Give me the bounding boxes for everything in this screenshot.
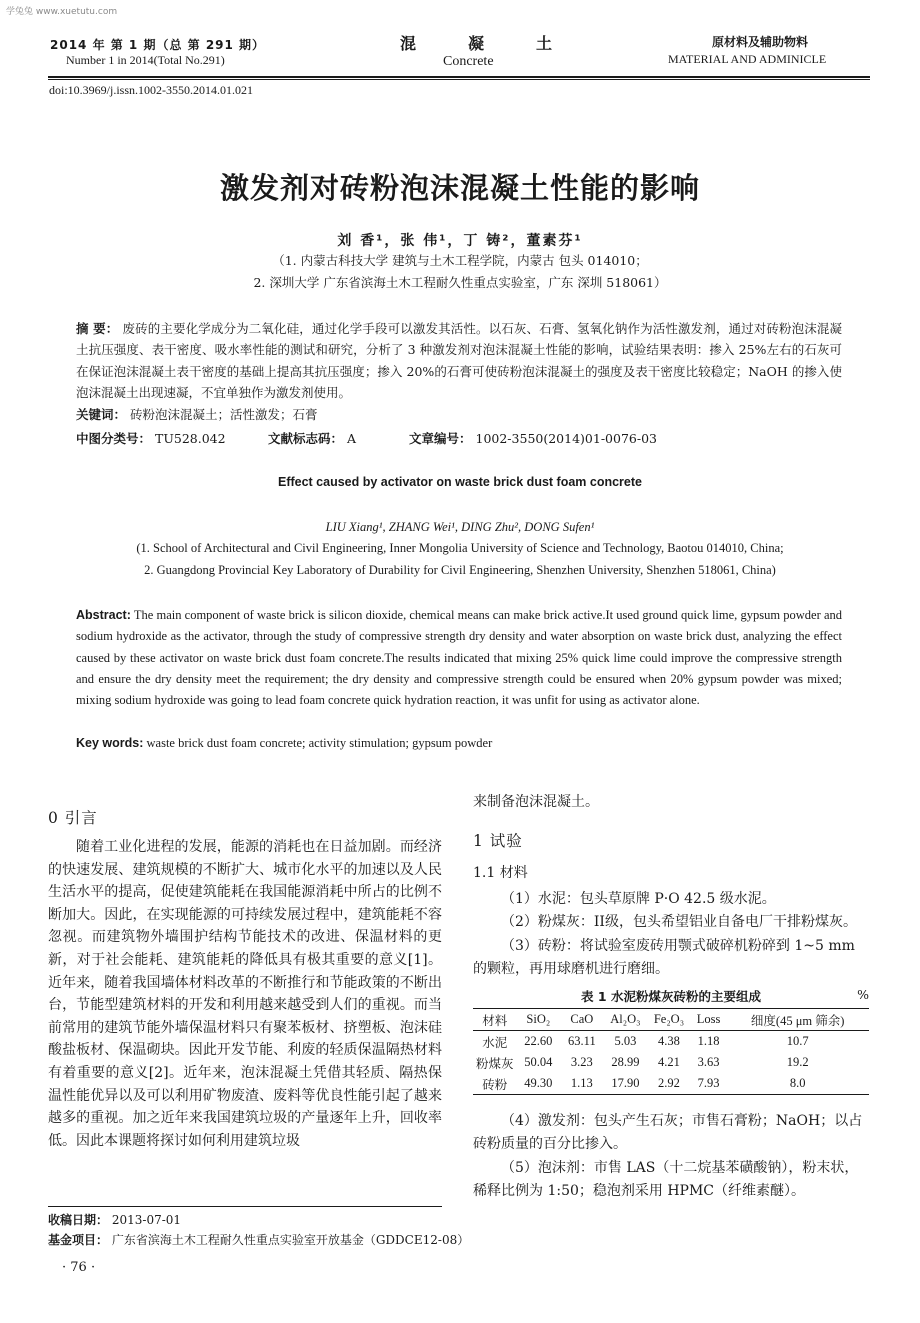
document-code	[268, 429, 356, 447]
watermark: 学兔兔 www.xuetutu.com	[6, 7, 118, 17]
table-cell: 8.0	[726, 1073, 869, 1095]
art-value: 1002-3550(2014)01-0076-03	[475, 431, 657, 446]
table-cell: 5.03	[614, 1034, 637, 1048]
affiliation-en-1: (1. School of Architectural and Civil Engineering, Inner Mongolia University of Science and Technology, Baotou 014010, China;	[136, 541, 784, 555]
table-row	[473, 1073, 869, 1095]
material-item-2: （2）粉煤灰：II级，包头希望铝业自备电厂干排粉煤灰。	[501, 914, 857, 930]
table-1-title: 表 1 水泥粉煤灰砖粉的主要组成	[581, 989, 761, 1004]
page-number: · 76 ·	[62, 1260, 96, 1275]
table-header-cell: SiO₂	[517, 1009, 561, 1031]
table-cell: 4.38	[658, 1034, 680, 1048]
authors-cn: 刘 香¹，张 伟¹，丁 铸²，董素芬¹	[337, 233, 583, 249]
table-row	[473, 1031, 869, 1053]
abstract-cn-text: 废砖的主要化学成分为二氧化硅，通过化学手段可以激发其活性。以石灰、石膏、氢氧化钠作为活性激发剂，通过对砖粉泡沫混凝土抗压强度、表干密度、吸水率性能的测试和研究，分析了 3 种激发剂对泡沫混凝土性能的影响，试验结果表明：掺入 25%左右的石灰可在保证泡沫混凝土表干密度的基础上提高其抗压强度；掺入 20%的石膏可使砖粉泡沫混凝土的强度及表干密度比较稳定；NaOH 的掺入使泡沫混凝土出现速凝，不宜单独作为激发剂使用。	[76, 321, 842, 400]
footnote-rule	[48, 1206, 442, 1207]
affiliation-cn-2: 2. 深圳大学 广东省滨海土木工程耐久性重点实验室，广东 深圳 518061）	[253, 275, 667, 290]
table-cell: 28.99	[611, 1055, 640, 1069]
affiliation-en-2: 2. Guangdong Provincial Key Laboratory of Durability for Civil Engineering, Shenzhen University, Shenzhen 518061, China)	[144, 563, 776, 577]
abstract-cn	[76, 318, 842, 403]
fund-project	[48, 1231, 469, 1248]
table-cell: 1.18	[697, 1034, 720, 1048]
issue-en: Number 1 in 2014(Total No.291)	[66, 53, 225, 67]
table-cell: 3.63	[697, 1055, 720, 1069]
header-rule-thin	[48, 79, 870, 80]
fund-value: 广东省滨海土木工程耐久性重点实验室开放基金（GDDCE12-08）	[111, 1233, 470, 1247]
subsection-1-1-heading: 1.1 材料	[473, 865, 528, 881]
table-cell: 50.04	[524, 1055, 553, 1069]
table-cell: 10.7	[786, 1034, 809, 1048]
section-cn: 原材料及辅助物料	[712, 35, 809, 49]
journal-cn: 混凝土	[400, 34, 605, 53]
keywords-en-label: Key words:	[76, 736, 144, 750]
keywords-cn-label: 关键词：	[76, 407, 127, 422]
table-cell: 4.21	[658, 1055, 680, 1069]
keywords-cn-text: 砖粉泡沫混凝土；活性激发；石膏	[130, 407, 318, 422]
table-cell: 19.2	[786, 1055, 809, 1069]
received-date	[48, 1211, 181, 1228]
article-number	[409, 429, 657, 447]
material-item-3: （3）砖粉：将试验室废砖用颚式破碎机粉碎到 1~5 mm 的颗粒，再用球磨机进行磨细。	[473, 938, 855, 978]
table-header-cell: Fe₂O₃	[647, 1009, 691, 1031]
keywords-en-text: waste brick dust foam concrete; activity stimulation; gypsum powder	[146, 736, 493, 750]
abstract-en-text: The main component of waste brick is silicon dioxide, chemical means can make brick active.It used ground quick lime, gypsum powder and sodium hydroxide as the activator, through the study of compressive strength dry density and water absorption on waste brick dust, analyzing the effect caused by these activator on waste brick dust foam concrete.The results indicated that mixing 25% quick lime could improve the compressive strength and ensure the dry density meet the requirement; the dry density and compressive strength could be ensured when 20% gypsum powder was mixed; mixing sodium hydroxide was going to lead foam concrete quick hydration reaction, it was unfit for using as activator alone.	[76, 608, 842, 708]
keywords-cn	[76, 405, 318, 423]
doc-label: 文献标志码：	[268, 431, 344, 446]
table-row	[473, 1052, 869, 1073]
clc-number	[76, 429, 226, 447]
table-cell: 水泥	[482, 1035, 508, 1050]
table-header-row	[473, 1009, 869, 1031]
table-cell: 63.11	[568, 1034, 596, 1048]
section-en: MATERIAL AND ADMINICLE	[668, 52, 827, 66]
table-cell: 49.30	[517, 1073, 561, 1095]
issue-cn: 2014 年 第 1 期（总 第 291 期）	[50, 38, 266, 52]
clc-label: 中图分类号：	[76, 431, 152, 446]
table-cell: 砖粉	[473, 1073, 517, 1095]
table-header-cell: 材料	[473, 1009, 517, 1031]
table-header-cell: CaO	[560, 1009, 604, 1031]
table-1-caption	[473, 987, 869, 1005]
header-rule	[48, 76, 870, 78]
abstract-en	[76, 605, 842, 711]
fund-label: 基金项目：	[48, 1233, 109, 1247]
doc-value: A	[347, 431, 357, 446]
paper-title-en: Effect caused by activator on waste brick dust foam concrete	[277, 475, 642, 489]
art-label: 文章编号：	[409, 431, 472, 446]
journal-en: Concrete	[443, 54, 494, 69]
received-label: 收稿日期：	[48, 1213, 109, 1227]
table-header-cell: 细度(45 μm 筛余)	[726, 1009, 869, 1031]
authors-en: LIU Xiang¹, ZHANG Wei¹, DING Zhu², DONG Sufen¹	[325, 520, 595, 534]
table-header-cell: Loss	[691, 1009, 727, 1031]
table-cell: 粉煤灰	[476, 1056, 514, 1071]
table-cell: 2.92	[647, 1073, 691, 1095]
table-cell: 3.23	[570, 1055, 593, 1069]
table-cell: 17.90	[604, 1073, 648, 1095]
table-header-cell: Al₂O₃	[604, 1009, 648, 1031]
doi: doi:10.3969/j.issn.1002-3550.2014.01.021	[49, 83, 254, 97]
table-cell: 7.93	[691, 1073, 727, 1095]
section-1-heading: 1 试验	[473, 832, 523, 850]
paper-title-cn: 激发剂对砖粉泡沫混凝土性能的影响	[219, 171, 700, 205]
affiliation-cn-1: （1. 内蒙古科技大学 建筑与土木工程学院，内蒙古 包头 014010；	[272, 253, 648, 268]
clc-value: TU528.042	[155, 431, 226, 446]
abstract-en-label: Abstract:	[76, 608, 131, 622]
table-cell: 1.13	[560, 1073, 604, 1095]
section-0-continued: 来制备泡沫混凝土。	[473, 794, 599, 810]
table-1-unit: %	[857, 987, 869, 1002]
section-0-body: 随着工业化进程的发展，能源的消耗也在日益加剧。而经济的快速发展、建筑规模的不断扩大、城市化水平的加速以及人民生活水平的提高，促使建筑能耗在我国能源消耗中所占的比例不断加大。因此，在实现能源的可持续发展过程中，建筑能耗不容忽视。而建筑物外墙围护结构节能技术的改进、保温材料的更新，对于社会能耗、建筑能耗的降低具有极其重要的意义[1]。近年来，随着我国墙体材料改革的不断推行和节能政策的不断出台，节能型建筑材料的开发和利用越来越受到人们的重视。而当前常用的建筑节能外墙保温材料只有聚苯板材、挤塑板、泡沫硅酸盐板材、保温砌块。因此开发节能、利废的轻质保温隔热材料有着重要的意义[2]。近年来，泡沫混凝土凭借其轻质、隔热保温性能优异以及可以利用矿物废渣、废料等优良性能引起了越来越多的重视。加之近年来我国建筑垃圾的产量逐年上升，回收率低。因此本课题将探讨如何利用建筑垃圾	[48, 839, 442, 1149]
table-cell: 22.60	[524, 1034, 553, 1048]
received-value: 2013-07-01	[111, 1213, 182, 1227]
material-item-5: （5）泡沫剂：市售 LAS（十二烷基苯磺酸钠），粉末状，稀释比例为 1:50；稳泡剂采用 HPMC（纤维素醚）。	[473, 1160, 859, 1200]
table-1	[473, 1008, 869, 1095]
keywords-en	[76, 736, 492, 751]
abstract-cn-label: 摘 要：	[76, 321, 119, 336]
material-item-1: （1）水泥：包头草原牌 P·O 42.5 级水泥。	[501, 891, 776, 907]
section-0-heading: 0 引言	[48, 809, 98, 827]
material-item-4: （4）激发剂：包头产生石灰；市售石膏粉；NaOH；以占砖粉质量的百分比掺入。	[473, 1113, 863, 1153]
